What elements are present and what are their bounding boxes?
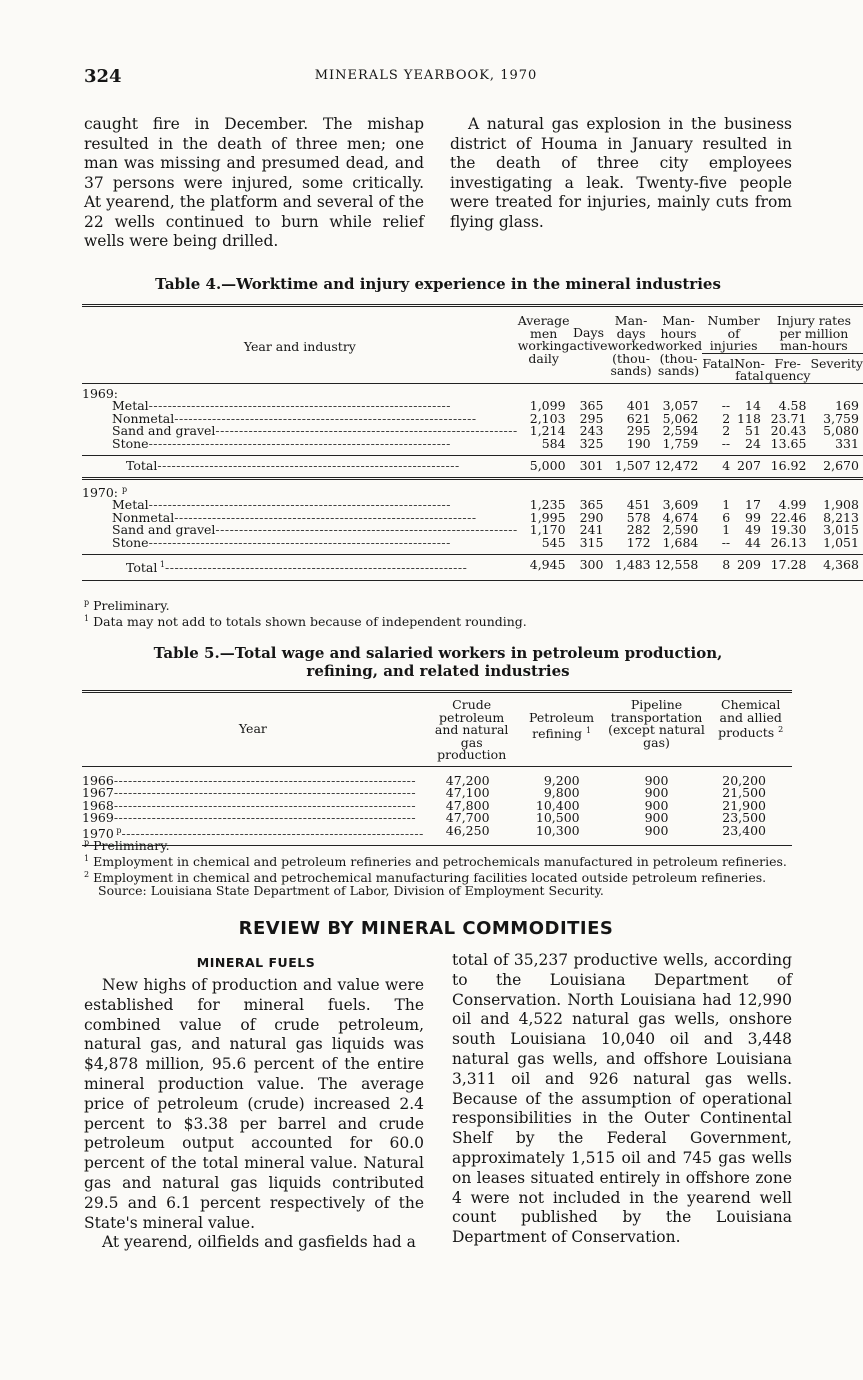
nonfatal-cell: 209 (737, 557, 761, 573)
industry-label: 1966 (82, 772, 114, 788)
industry-label: Metal (112, 497, 149, 513)
men-cell: 1,995 (529, 509, 566, 525)
dot-leader: ---------------------------------------------------------------- (113, 772, 417, 788)
table4-title: Table 4.—Worktime and injury experience in the mineral industries (155, 275, 721, 293)
header-crude: Crude petroleum and natural gas production (434, 697, 509, 762)
nonfatal-cell: 44 (745, 534, 761, 550)
fatal-cell: 4 (722, 458, 731, 473)
industry-label: Stone (112, 435, 149, 451)
man-days-cell: 401 (626, 398, 651, 413)
frequency-cell: 19.30 (770, 522, 807, 538)
men-cell: 1,214 (529, 423, 566, 438)
man-hours-cell: 2,594 (662, 423, 699, 438)
nonfatal-cell: 24 (745, 435, 761, 451)
men-cell: 1,099 (529, 398, 566, 413)
chemical-cell: 21,500 (722, 785, 766, 800)
fatal-cell: 2 (722, 410, 731, 426)
man-days-cell: 621 (626, 410, 651, 426)
header-year-industry: Year and industry (243, 338, 356, 354)
nonfatal-cell: 14 (745, 398, 761, 413)
section-title: REVIEW BY MINERAL COMMODITIES (238, 918, 614, 939)
dot-leader: ---------------------------------------------------------------- (215, 522, 518, 538)
refining-cell: 10,500 (535, 810, 580, 825)
days-cell: 325 (579, 435, 604, 451)
header-fatal: Fatal (702, 355, 735, 371)
header-num-injuries: Number of injuries (702, 306, 765, 354)
man-hours-cell: 5,062 (662, 410, 699, 426)
days-cell: 365 (579, 497, 604, 513)
table-row (82, 812, 792, 825)
table-row (82, 537, 863, 550)
fatal-cell: -- (721, 534, 731, 550)
fatal-cell: -- (721, 435, 731, 451)
total-row (82, 555, 863, 575)
header-severity: Severity (810, 355, 863, 371)
top-right-column (450, 115, 792, 232)
severity-cell: 3,759 (823, 410, 859, 426)
crude-cell: 47,800 (445, 797, 490, 813)
days-cell: 301 (579, 458, 604, 473)
man-hours-cell: 1,684 (662, 534, 699, 550)
table4-footnotes: $^p$ Preliminary. $^1$ Data may not add to totals shown because of independent rounding. (84, 598, 527, 630)
man-hours-cell: 12,558 (654, 557, 699, 573)
industry-cell (82, 456, 518, 473)
severity-cell: 169 (835, 398, 859, 413)
dot-leader: ---------------------------------------------------------------- (148, 398, 451, 413)
days-cell: 241 (579, 522, 604, 538)
frequency-cell: 13.65 (770, 435, 807, 451)
total-row (82, 456, 863, 473)
pipeline-cell: 900 (644, 785, 669, 800)
industry-label: Nonmetal (112, 509, 175, 525)
dot-leader: ---------------------------------------------------------------- (113, 810, 417, 825)
paragraph: At yearend, oilfields and gasfields had a (102, 1233, 416, 1252)
days-cell: 300 (579, 557, 604, 573)
dot-leader: ---------------------------------------------------------------- (148, 534, 451, 550)
footnote-mark: 1 (157, 560, 166, 570)
top-right-paragraph: A natural gas explosion in the business district of Houma in January resulted in the death of three city employees investigating a leak. Twenty-five people were treated for injuries, mainly cuts from flying glass. (450, 115, 792, 231)
dot-leader: ---------------------------------------------------------------- (121, 825, 424, 841)
man-days-cell: 190 (626, 435, 651, 451)
men-cell: 1,170 (529, 522, 566, 538)
industry-label: Stone (112, 534, 149, 550)
industry-label: 1969 (82, 810, 114, 825)
fatal-cell: 2 (722, 423, 731, 438)
days-cell: 290 (579, 509, 604, 525)
frequency-cell: 4.58 (778, 398, 807, 413)
refining-cell: 9,200 (543, 772, 580, 788)
industry-label: Sand and gravel (112, 522, 216, 538)
top-left-paragraph: caught fire in December. The mishap resulted in the death of three men; one man was missing and presumed dead, and 37 persons were injured, some critically. At yearend, the platform and several of the 22 wells continued to burn while relief wells were being drilled. (84, 115, 424, 250)
men-cell: 4,945 (529, 557, 566, 573)
nonfatal-cell: 207 (737, 458, 761, 473)
header-nonfatal: Non-fatal (734, 355, 765, 383)
days-cell: 315 (579, 534, 604, 550)
dot-leader: ---------------------------------------------------------------- (148, 497, 451, 513)
severity-cell: 5,080 (823, 423, 859, 438)
fatal-cell: 6 (722, 509, 731, 525)
nonfatal-cell: 118 (737, 410, 761, 426)
men-cell: 584 (541, 435, 566, 451)
header-man-days: Man-days worked (thou-sands) (607, 313, 655, 378)
dot-leader: ---------------------------------------------------------------- (215, 423, 518, 438)
header-injury-rates: Injury rates per million man-hours (765, 306, 863, 354)
days-cell: 365 (579, 398, 604, 413)
frequency-cell: 22.46 (770, 509, 807, 525)
man-days-cell: 1,507 (614, 458, 651, 473)
days-cell: 243 (579, 423, 604, 438)
paragraph: total of 35,237 productive wells, according to the Louisiana Department of Conservation. North Louisiana had 12,990 oil and 4,522 natural gas wells, onshore south Louisiana 10,040 oil and 3,448 natural gas wells, and offshore Louisiana 3,311 oil and 926 natural gas wells. Because of the assumption of operational responsibilities in the Outer Continental Shelf by the Federal Government, approximately 1,515 oil and 745 gas wells on leases situated entirely in offshore zone 4 were not included in the yearend well count published by the Louisiana Department of Conservation. (452, 951, 792, 1247)
frequency-cell: 26.13 (770, 534, 807, 550)
industry-label: Total (126, 560, 158, 576)
dot-leader: ---------------------------------------------------------------- (174, 410, 477, 426)
industry-cell (82, 534, 518, 550)
severity-cell: 1,051 (823, 534, 859, 550)
header-year: Year (238, 721, 267, 736)
men-cell: 5,000 (529, 458, 566, 473)
industry-label: 1967 (82, 785, 114, 800)
chemical-cell: 23,500 (722, 810, 766, 825)
industry-label: Sand and gravel (112, 423, 216, 438)
frequency-cell: 4.99 (778, 497, 807, 513)
severity-cell: 1,908 (823, 497, 859, 513)
frequency-cell: 16.92 (770, 458, 807, 473)
group-label: 1969: (82, 385, 119, 401)
men-cell: 1,235 (529, 497, 566, 513)
severity-cell: 331 (835, 435, 859, 451)
fatal-cell: 8 (722, 557, 731, 573)
table-row (82, 438, 863, 451)
man-days-cell: 1,483 (614, 557, 651, 573)
man-hours-cell: 3,057 (662, 398, 699, 413)
bottom-right-column (452, 951, 792, 1248)
man-days-cell: 172 (626, 534, 651, 550)
fatal-cell: 1 (722, 497, 731, 513)
dot-leader: ---------------------------------------------------------------- (113, 797, 417, 813)
dot-leader: ---------------------------------------------------------------- (148, 435, 451, 451)
man-hours-cell: 2,590 (662, 522, 699, 538)
man-hours-cell: 3,609 (662, 497, 699, 513)
group-label: 1970: $^p$ (82, 484, 128, 500)
chemical-cell: 21,900 (722, 797, 766, 813)
fatal-cell: -- (721, 398, 731, 413)
men-cell: 545 (541, 534, 566, 550)
table5 (82, 690, 792, 846)
dot-leader: ---------------------------------------------------------------- (174, 509, 477, 525)
man-days-cell: 282 (626, 522, 651, 538)
nonfatal-cell: 49 (745, 522, 761, 538)
paragraph: New highs of production and value were established for mineral fuels. The combined value of crude petroleum, natural gas, and natural gas liquids was $4,878 million, 95.6 percent of the entire mineral production value. The average price of petroleum (crude) increased 2.4 percent to $3.38 per barrel and crude petroleum output accounted for 60.0 percent of the total mineral value. Natural gas and natural gas liquids contributed 29.5 and 6.1 percent respectively of the State's mineral value. (84, 976, 424, 1232)
severity-cell: 3,015 (823, 522, 859, 538)
page-number: 324 (84, 66, 122, 87)
man-hours-cell: 12,472 (654, 458, 699, 473)
header-chemical: Chemical and allied products $^2$ (718, 697, 784, 741)
nonfatal-cell: 51 (745, 423, 761, 438)
chemical-cell: 23,400 (722, 822, 766, 838)
severity-cell: 2,670 (823, 458, 859, 473)
severity-cell: 4,368 (823, 557, 859, 573)
top-left-column (84, 115, 424, 252)
man-days-cell: 578 (626, 509, 651, 525)
dot-leader: ---------------------------------------------------------------- (165, 560, 468, 576)
industry-cell (82, 812, 424, 825)
industry-label: Total (126, 458, 158, 473)
crude-cell: 47,200 (445, 772, 490, 788)
industry-label: 1970 (82, 825, 114, 841)
refining-cell: 10,400 (535, 797, 580, 813)
table5-title: Table 5.—Total wage and salaried workers in petroleum production, refining, and related industries (153, 644, 723, 680)
header-days-active: Days active (569, 325, 608, 353)
pipeline-cell: 900 (644, 810, 669, 825)
dot-leader: ---------------------------------------------------------------- (113, 785, 417, 800)
industry-label: 1968 (82, 797, 114, 813)
frequency-cell: 20.43 (770, 423, 807, 438)
industry-label: Nonmetal (112, 410, 175, 426)
header-man-hours: Man-hours worked (thou-sands) (654, 313, 703, 378)
nonfatal-cell: 17 (745, 497, 761, 513)
crude-cell: 47,100 (445, 785, 490, 800)
man-hours-cell: 4,674 (662, 509, 699, 525)
man-days-cell: 295 (626, 423, 651, 438)
crude-cell: 46,250 (445, 822, 490, 838)
nonfatal-cell: 99 (745, 509, 761, 525)
footnote-mark: p (113, 825, 122, 835)
days-cell: 295 (579, 410, 604, 426)
header-pipeline: Pipeline transportation (except natural gas) (608, 697, 705, 750)
dot-leader: ---------------------------------------------------------------- (157, 458, 460, 473)
subsection-title: MINERAL FUELS (196, 955, 316, 970)
header-refining: Petroleum refining $^1$ (529, 710, 595, 741)
running-title: MINERALS YEARBOOK, 1970 (314, 68, 538, 83)
header-frequency: Fre-quency (764, 355, 811, 383)
table5-footnotes: $^p$ Preliminary. $^1$ Employment in chemical and petroleum refineries and petrochemicals manufactured in petroleum refineries. $^2$ Employment in chemical and petrochemical manufacturing facilities located outside petroleum refineries. Source: Louisiana State Department of Labor, Division of Employment Security. (84, 838, 787, 899)
pipeline-cell: 900 (644, 772, 669, 788)
industry-cell (82, 555, 518, 575)
refining-cell: 9,800 (543, 785, 580, 800)
bottom-left-column (84, 976, 424, 1253)
pipeline-cell: 900 (644, 797, 669, 813)
man-hours-cell: 1,759 (662, 435, 699, 451)
crude-cell: 47,700 (445, 810, 490, 825)
pipeline-cell: 900 (644, 822, 669, 838)
man-days-cell: 451 (626, 497, 651, 513)
industry-cell (82, 435, 518, 451)
frequency-cell: 23.71 (770, 410, 807, 426)
refining-cell: 10,300 (535, 822, 580, 838)
men-cell: 2,103 (529, 410, 566, 426)
industry-label: Metal (112, 398, 149, 413)
header-avg-men: Average men working daily (517, 313, 570, 366)
chemical-cell: 20,200 (722, 772, 766, 788)
table4 (82, 304, 863, 581)
frequency-cell: 17.28 (770, 557, 807, 573)
fatal-cell: 1 (722, 522, 731, 538)
severity-cell: 8,213 (823, 509, 859, 525)
